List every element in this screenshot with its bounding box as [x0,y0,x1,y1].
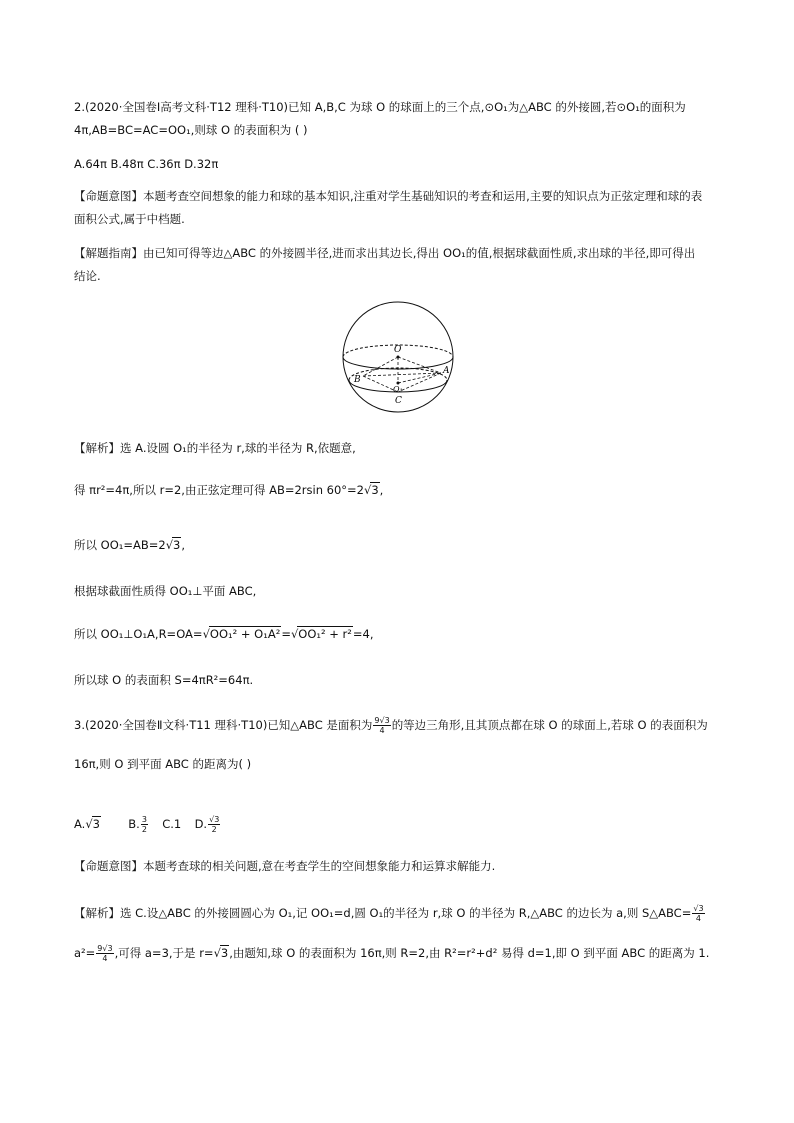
point-O [397,356,400,359]
q2-options: A.64π B.48π C.36π D.32π [74,157,219,171]
label-A: A [443,366,450,376]
q2-sol-line2: 得 πr²=4π,所以 r=2,由正弦定理可得 AB=2rsin 60°=2√3, [74,483,384,497]
seg-AC [398,373,441,392]
q2-stem-line1: 2.(2020·全国卷Ⅰ高考文科·T12 理科·T10)已知 A,B,C 为球 O 的球面上的三个点,⊙O₁为△ABC 的外接圆,若⊙O₁的面积为 [74,100,686,114]
q3-stem-line2: 16π,则 O 到平面 ABC 的距离为( ) [74,757,252,771]
seg-OA [398,357,441,373]
q2-sol-line6: 所以球 O 的表面积 S=4πR²=64π. [74,673,254,687]
label-O1: O₁ [393,385,403,394]
q3-options: A.√3 B. $\frac{3}{2}$ C.1 D. $\frac{√3}{2}$ [74,815,220,834]
q2-sol-line4: 根据球截面性质得 OO₁⊥平面 ABC, [74,584,257,598]
q3-sol-line2: a²= $\frac{9√3}{4}$ ,可得 a=3,于是 r=√3,由题知,球 O 的表面积为 16π,则 R=2,由 R²=r²+d² 易得 d=1,即 O 到平面 ABC 的距离为 1. [74,944,710,963]
q2-sol-line3: 所以 OO₁=AB=2√3, [74,538,186,552]
label-C: C [395,396,402,406]
q2-intent-line2: 面积公式,属于中档题. [74,212,185,226]
label-B: B [354,375,361,385]
q2-intent-line1: 【命题意图】本题考查空间想象的能力和球的基本知识,注重对学生基础知识的考查和运用,主要的知识点为正弦定理和球的表 [74,189,703,203]
q2-guide-line2: 结论. [74,269,101,283]
q2-sol-line5: 所以 OO₁⊥O₁A,R=OA=√OO₁² + O₁A²=√OO₁² + r²=4, [74,627,374,641]
sphere-figure [333,300,463,420]
q3-intent: 【命题意图】本题考查球的相关问题,意在考查学生的空间想象能力和运算求解能力. [74,859,496,873]
frac-9root3-over-4: $\frac{9√3}{4}$ [374,716,390,735]
q2-sol-line1: 【解析】选 A.设圆 O₁的半径为 r,球的半径为 R,依题意, [74,441,356,455]
q3-sol-line1: 【解析】选 C.设△ABC 的外接圆圆心为 O₁,记 OO₁=d,圆 O₁的半径为 r,球 O 的半径为 R,△ABC 的边长为 a,则 S△ABC= $\frac{√3}{4}$ [74,904,704,923]
q3-stem-line1: 3.(2020·全国卷Ⅱ文科·T11 理科·T10)已知△ABC 是面积为 $\frac{9√3}{4}$ 的等边三角形,且其顶点都在球 O 的球面上,若球 O 的表面积为 [74,716,708,735]
seg-OB [363,357,398,376]
q2-stem-line2: 4π,AB=BC=AC=OO₁,则球 O 的表面积为 ( ) [74,123,308,137]
q2-guide-line1: 【解题指南】由已知可得等边△ABC 的外接圆半径,进而求出其边长,得出 OO₁的值,根据球截面性质,求出球的半径,即可得出 [74,246,696,260]
label-O: O [394,345,402,355]
